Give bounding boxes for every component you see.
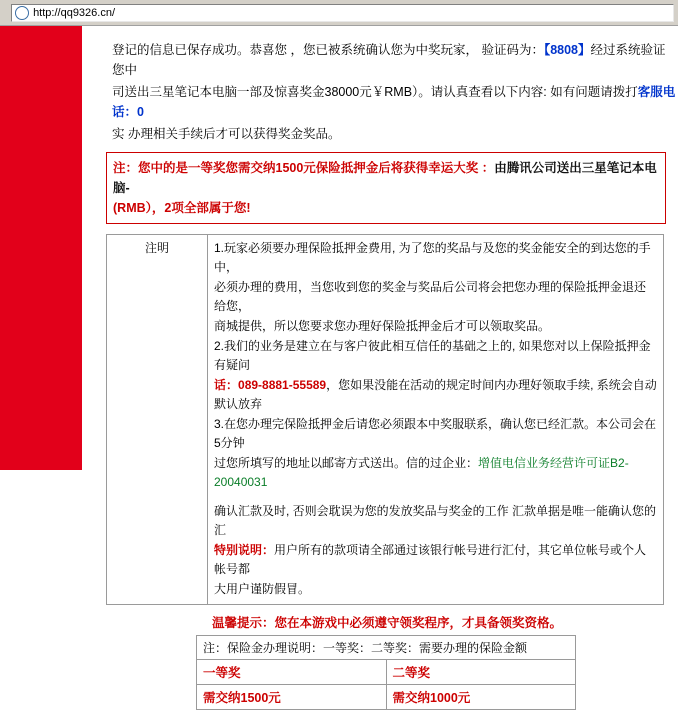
special-label: 特别说明： — [214, 543, 275, 557]
notice-text-b: 由腾讯公司送出三星笔记本电脑- — [113, 161, 657, 195]
intro-text-b: 经过系统验证您中 — [112, 43, 666, 77]
prize-second-label: 二等奖 — [386, 660, 576, 685]
table-content-cell — [208, 235, 664, 605]
address-text: http://qq9326.cn/ — [33, 6, 116, 19]
browser-address-bar — [0, 0, 678, 26]
list-item: 1.玩家必须要办理保险抵押金费用, 为了您的奖品与及您的奖金能安全的到达您的手中， — [214, 241, 651, 274]
intro-text-c: 司送出三星笔记本电脑一部及惊喜奖金38000元￥RMB）。请认真查看以下内容: 如有问题请拨打 — [112, 85, 638, 99]
list-item: 2.我们的业务是建立在与客户彼此相互信任的基础之上的, 如果您对以上保险抵押金有疑问 — [214, 339, 651, 372]
list-item: 3.在您办理完保险抵押金后请您必须跟本中奖服联系，确认您已经汇款。本公司会在5分钟 — [214, 417, 657, 450]
special-text: 用户所有的款项请全部通过该银行帐号进行汇付，其它单位帐号或个人帐号都 — [214, 543, 647, 576]
license-number: 增值电信业务经营许可证B2-20040031 — [214, 456, 629, 489]
notice-text-c: (RMB），2项全部属于您! — [113, 201, 251, 215]
list-item: 大用户谨防假冒。 — [214, 582, 311, 596]
prize-table — [196, 635, 576, 710]
notice-box — [106, 152, 666, 224]
phone-prefix: 话： — [214, 378, 239, 392]
list-item: 必须办理的费用，当您收到您的奖金与奖品后公司将会把您办理的保险抵押金退还给您， — [214, 280, 647, 313]
verification-code: 【8808】 — [543, 43, 591, 57]
page-body — [0, 26, 678, 705]
intro-line-2 — [112, 82, 678, 122]
service-phone-number[interactable]: 089-8881-55589 — [238, 378, 327, 392]
address-input[interactable] — [11, 4, 674, 22]
prize-second-amount: 需交纳1000元 — [386, 685, 576, 710]
intro-line-1 — [112, 40, 678, 80]
details-table — [106, 234, 664, 605]
globe-icon — [15, 6, 29, 20]
prize-first-amount: 需交纳1500元 — [197, 685, 387, 710]
table-row — [197, 685, 576, 710]
prize-note: 注：保险金办理说明：一等奖：二等奖：需要办理的保险金额 — [197, 636, 576, 660]
address-label — [4, 7, 7, 19]
intro-line-3 — [112, 124, 678, 144]
phone-suffix: ，您如果没能在活动的规定时间内办理好领取手续, 系统会自动默认放弃 — [214, 378, 657, 411]
left-red-band — [0, 26, 82, 470]
warm-tip: 温馨提示：您在本游戏中必须遵守领奖程序，才具备领奖资格。 — [211, 616, 562, 630]
table-label-cell: 注明 — [107, 235, 208, 605]
table-row — [197, 660, 576, 685]
license-prefix: 过您所填写的地址以邮寄方式送出。信的过企业： — [214, 456, 479, 470]
intro-text-a: 登记的信息已保存成功。恭喜您 ，您已被系统确认您为中奖玩家， 验证码为： — [112, 43, 544, 57]
list-item: 确认汇款及时, 否则会耽误为您的发放奖品与奖金的工作 汇款单据是唯一能确认您的汇 — [214, 504, 657, 537]
table-row — [107, 235, 664, 605]
table-row — [197, 636, 576, 660]
service-phone-link[interactable]: 客服电话：0 — [112, 85, 676, 119]
list-item-special — [214, 541, 657, 579]
list-item-phone — [214, 376, 657, 414]
prize-first-label: 一等奖 — [197, 660, 387, 685]
list-item: 商城提供，所以您要求您办理好保险抵押金后才可以领取奖品。 — [214, 319, 551, 333]
notice-text-a: 注：您中的是一等奖您需交纳1500元保险抵押金后将获得幸运大奖 ： — [113, 161, 495, 175]
list-item-license — [214, 454, 657, 492]
intro-text-d: 实 办理相关手续后才可以获得奖金奖品。 — [112, 127, 341, 141]
page-content — [96, 26, 678, 705]
